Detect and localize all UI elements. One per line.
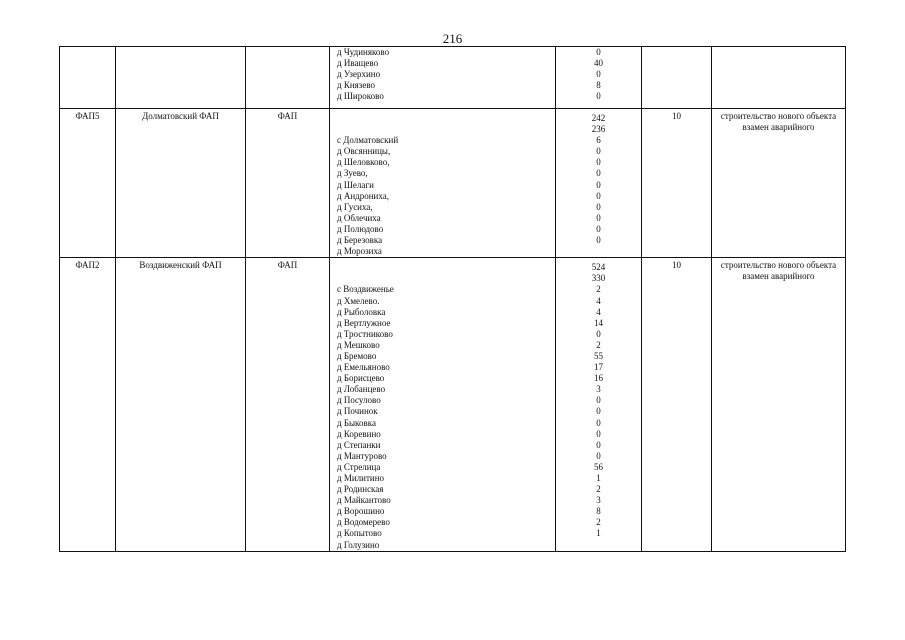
population-total: 524 xyxy=(591,262,606,273)
settlement-population: 0 xyxy=(596,190,601,201)
settlement-population: 0 xyxy=(596,47,601,57)
settlement-name: д Шелаги xyxy=(337,179,374,190)
settlement-population: 4 xyxy=(596,295,601,306)
settlement-spacer xyxy=(337,262,555,284)
settlement-name: д Родинская xyxy=(337,484,384,495)
settlement-population: 0 xyxy=(596,417,601,428)
settlement-name: д Гусиха, xyxy=(337,201,373,212)
settlement-population: 0 xyxy=(596,428,601,439)
settlement-population: 6 xyxy=(596,135,601,146)
settlement-population: 236 xyxy=(591,124,606,135)
settlement-name: д Емельяново xyxy=(337,362,390,373)
type-cell xyxy=(246,47,330,109)
continuation-row xyxy=(60,47,846,109)
settlement-name: д Полюдово xyxy=(337,223,384,234)
settlement-population: 0 xyxy=(596,212,601,223)
settlement-name: д Зуево, xyxy=(337,168,368,179)
settlement-name: д Водомерево xyxy=(337,517,390,528)
settlement-population: 17 xyxy=(594,362,603,373)
settlement-name: д Голузино xyxy=(337,539,380,550)
settlement-population: 56 xyxy=(594,461,603,472)
settlement-name: д Узерхино xyxy=(337,69,381,80)
settlement-population: 0 xyxy=(596,69,601,80)
facility-row xyxy=(60,109,846,258)
population-total: 242 xyxy=(591,113,606,123)
settlement-population: 3 xyxy=(596,384,601,395)
settlement-population: 14 xyxy=(594,317,603,328)
settlement-population: 0 xyxy=(596,223,601,234)
settlement-population: 330 xyxy=(591,273,606,284)
capacity-cell xyxy=(642,47,712,109)
population-cell xyxy=(556,109,642,258)
settlement-name: д Князево xyxy=(337,80,376,91)
settlement-population: 0 xyxy=(596,91,601,102)
settlements-cell xyxy=(330,258,556,551)
settlement-population: 2 xyxy=(596,339,601,350)
population-cell xyxy=(556,47,642,109)
settlement-population: 0 xyxy=(596,146,601,157)
settlement-name: д Андрониха, xyxy=(337,190,389,201)
settlement-name: д Степанки xyxy=(337,439,381,450)
settlement-name: д Березовка xyxy=(337,235,383,246)
settlement-population: 40 xyxy=(594,58,603,69)
settlement-population: 16 xyxy=(594,373,603,384)
facility-name: Воздвиженский ФАП xyxy=(116,258,246,551)
capacity-cell: 10 xyxy=(642,109,712,258)
settlement-spacer xyxy=(337,113,555,135)
settlement-population: 8 xyxy=(596,506,601,517)
settlement-name: д Широково xyxy=(337,91,384,102)
settlement-name: д Морозиха xyxy=(337,246,382,257)
capacity-cell: 10 xyxy=(642,258,712,551)
settlement-name: д Вертлужное xyxy=(337,317,391,328)
facility-name: Долматовский ФАП xyxy=(116,109,246,258)
settlement-name: д Бремово xyxy=(337,350,377,361)
settlement-population: 1 xyxy=(596,528,601,539)
settlement-population: 0 xyxy=(596,179,601,190)
facility-code: ФАП2 xyxy=(60,258,116,551)
settlement-population: 55 xyxy=(594,350,603,361)
settlement-population: 0 xyxy=(596,406,601,417)
settlement-population: 1 xyxy=(596,473,601,483)
facility-table xyxy=(59,46,846,552)
settlement-population: 4 xyxy=(596,306,601,317)
note-cell xyxy=(712,47,846,109)
settlement-population: 0 xyxy=(596,439,601,450)
settlement-population: 0 xyxy=(596,157,601,168)
settlement-population: 2 xyxy=(596,484,601,495)
settlement-name: д Ворошино xyxy=(337,506,385,517)
page-number: 216 xyxy=(442,31,463,46)
settlement-population: 3 xyxy=(596,495,601,506)
note-cell: строительство нового объекта взамен аварийного xyxy=(712,109,846,258)
settlement-name: д Шеловково, xyxy=(337,157,390,168)
code-cell xyxy=(60,47,116,109)
settlements-cell xyxy=(330,47,556,109)
settlement-name: д Стрелица xyxy=(337,461,381,472)
settlement-population: 2 xyxy=(596,284,601,295)
settlement-name: д Коревино xyxy=(337,428,381,439)
facility-type: ФАП xyxy=(246,258,330,551)
settlement-population: 0 xyxy=(596,201,601,212)
settlement-population: 0 xyxy=(596,450,601,461)
settlement-name: д Майкантово xyxy=(337,495,391,506)
facility-row xyxy=(60,258,846,551)
settlement-population: 0 xyxy=(596,395,601,406)
settlements-cell xyxy=(330,109,556,258)
settlement-name: д Хмелево. xyxy=(337,295,380,306)
settlement-name: д Чудиняково xyxy=(337,47,390,57)
settlement-name: д Мантурово xyxy=(337,450,387,461)
note-cell: строительство нового объекта взамен аварийного xyxy=(712,258,846,551)
settlement-population: 0 xyxy=(596,235,601,246)
settlement-name: д Тростниково xyxy=(337,328,393,339)
settlement-name: д Мешково xyxy=(337,339,380,350)
settlement-name: д Посулово xyxy=(337,395,381,406)
settlement-name: д Иващево xyxy=(337,58,379,69)
settlement-population: 2 xyxy=(596,517,601,528)
settlement-population: 8 xyxy=(596,80,601,91)
settlement-name: д Милитино xyxy=(337,473,385,483)
settlement-name: д Быковка xyxy=(337,417,376,428)
facility-type: ФАП xyxy=(246,109,330,258)
population-cell xyxy=(556,258,642,551)
settlement-name: д Борисцево xyxy=(337,373,385,384)
settlement-name: д Облечиха xyxy=(337,212,381,223)
settlement-name: д Копытово xyxy=(337,528,382,539)
facility-code: ФАП5 xyxy=(60,109,116,258)
settlement-name: с Долматовский xyxy=(337,135,399,146)
settlement-name: с Воздвиженье xyxy=(337,284,394,295)
settlement-name: д Лобанцево xyxy=(337,384,386,395)
settlement-population: 0 xyxy=(596,168,601,179)
settlement-population: 0 xyxy=(596,328,601,339)
name-cell xyxy=(116,47,246,109)
settlement-name: д Овсянницы, xyxy=(337,146,391,157)
settlement-name: д Рыболовка xyxy=(337,306,386,317)
settlement-name: д Починок xyxy=(337,406,378,417)
